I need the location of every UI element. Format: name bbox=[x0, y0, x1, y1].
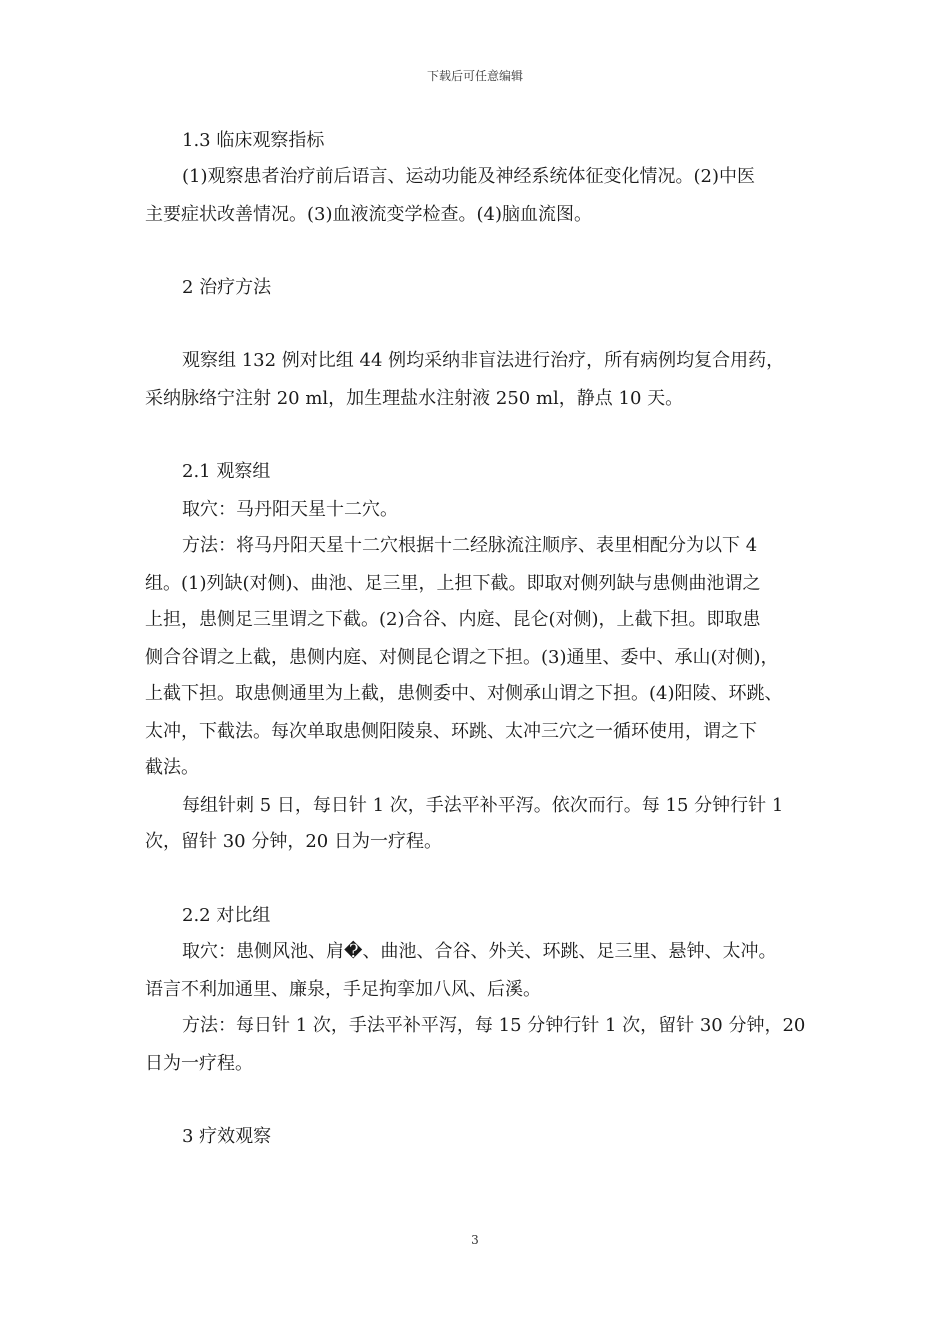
body-text-line: 观察组 132 例对比组 44 例均采纳非盲法进行治疗，所有病例均复合用药， bbox=[182, 350, 785, 371]
body-text-line: 上担，患侧足三里谓之下截。(2)合谷、内庭、昆仑(对侧)，上截下担。即取患 bbox=[145, 609, 761, 630]
body-text-line: 侧合谷谓之上截，患侧内庭、对侧昆仑谓之下担。(3)通里、委中、承山(对侧)， bbox=[145, 647, 779, 668]
body-text-line: (1)观察患者治疗前后语言、运动功能及神经系统体征变化情况。(2)中医 bbox=[182, 166, 755, 187]
body-text-line: 每组针刺 5 日，每日针 1 次，手法平补平泻。依次而行。每 15 分钟行针 1 bbox=[182, 795, 784, 816]
section-heading-3: 3 疗效观察 bbox=[182, 1126, 272, 1147]
body-text-line: 取穴：马丹阳天星十二穴。 bbox=[182, 499, 398, 520]
body-text-line: 主要症状改善情况。(3)血液流变学检查。(4)脑血流图。 bbox=[145, 204, 592, 225]
body-text-line: 上截下担。取患侧通里为上截，患侧委中、对侧承山谓之下担。(4)阳陵、环跳、 bbox=[145, 683, 783, 704]
body-text-line: 次，留针 30 分钟，20 日为一疗程。 bbox=[145, 831, 442, 852]
body-text-line: 截法。 bbox=[145, 757, 199, 778]
body-text-line: 采纳脉络宁注射 20 ml，加生理盐水注射液 250 ml，静点 10 天。 bbox=[145, 388, 684, 409]
page-header: 下载后可任意编辑 bbox=[426, 69, 523, 83]
body-text-line: 方法：将马丹阳天星十二穴根据十二经脉流注顺序、表里相配分为以下 4 bbox=[182, 535, 758, 556]
section-heading-2: 2 治疗方法 bbox=[182, 277, 272, 298]
body-text-line: 取穴：患侧风池、肩�、曲池、合谷、外关、环跳、足三里、悬钟、太冲。 bbox=[182, 941, 777, 962]
body-text-line: 方法：每日针 1 次，手法平补平泻，每 15 分钟行针 1 次，留针 30 分钟，20 bbox=[182, 1015, 806, 1036]
body-text-line: 语言不利加通里、廉泉，手足拘挛加八风、后溪。 bbox=[145, 979, 541, 1000]
body-text-line: 太冲，下截法。每次单取患侧阳陵泉、环跳、太冲三穴之一循环使用，谓之下 bbox=[145, 721, 757, 742]
body-text-line: 组。(1)列缺(对侧)、曲池、足三里，上担下截。即取对侧列缺与患侧曲池谓之 bbox=[145, 573, 761, 594]
page-number: 3 bbox=[471, 1233, 479, 1247]
section-heading-1-3: 1.3 临床观察指标 bbox=[182, 130, 325, 151]
section-heading-2-1: 2.1 观察组 bbox=[182, 461, 271, 482]
body-text-line: 日为一疗程。 bbox=[145, 1053, 253, 1074]
section-heading-2-2: 2.2 对比组 bbox=[182, 905, 271, 926]
